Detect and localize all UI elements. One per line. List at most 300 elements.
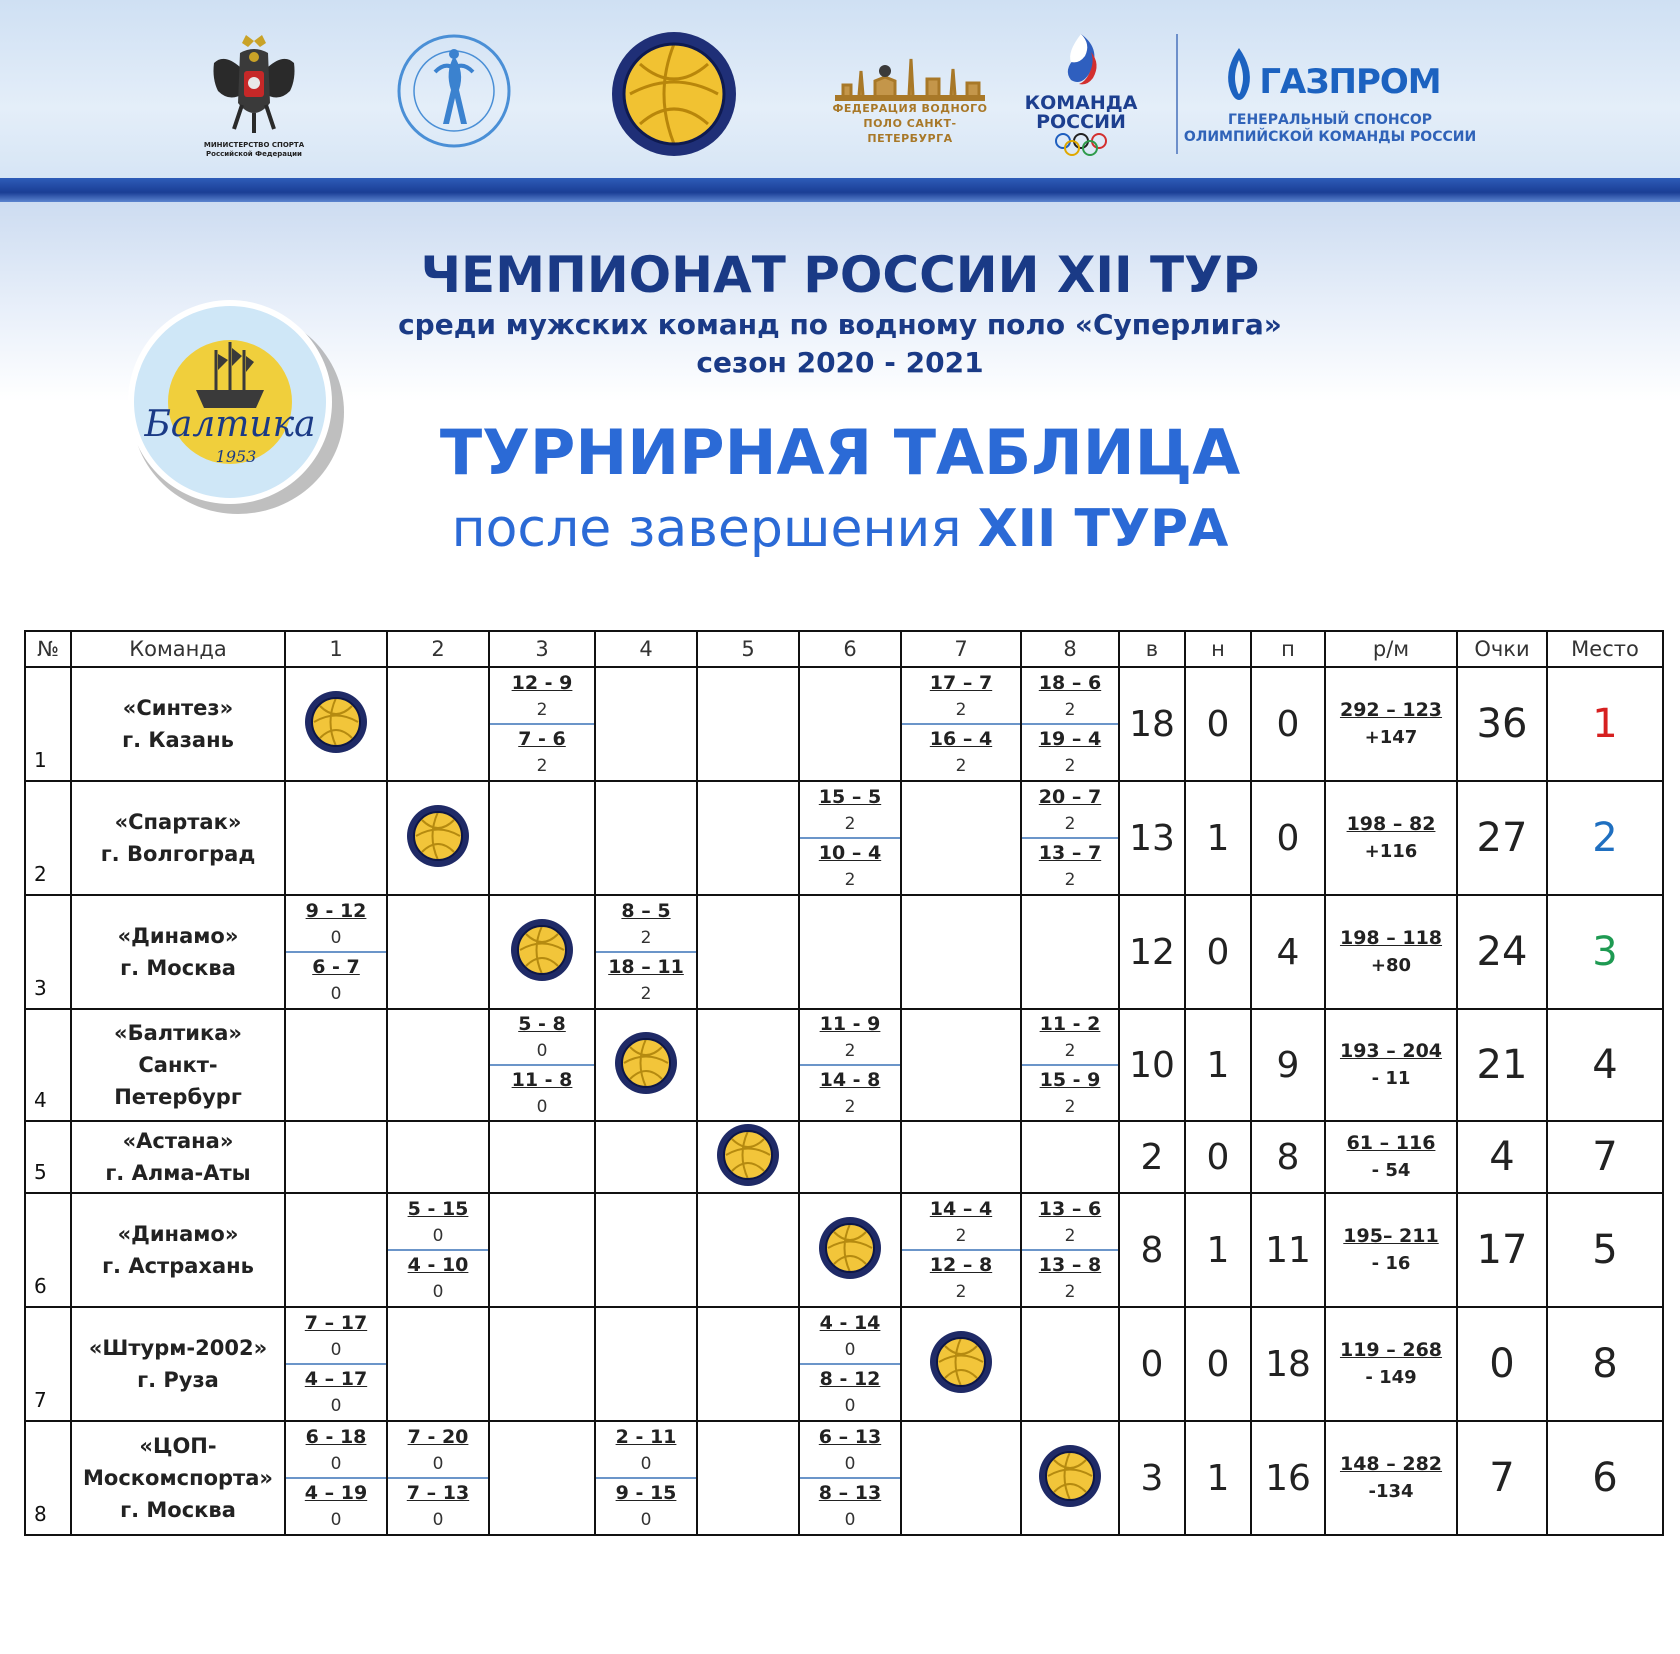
gazprom-flame-icon	[1219, 46, 1259, 102]
match-score: 6 - 7	[312, 956, 360, 978]
match-points: 0	[330, 928, 342, 948]
match-points: 2	[1064, 1041, 1076, 1061]
row-number: 3	[25, 895, 71, 1009]
goal-difference-cell	[1325, 895, 1457, 1009]
match-score: 4 - 10	[407, 1254, 469, 1276]
result-cell	[285, 895, 387, 1009]
water-polo-ball-icon	[1037, 1443, 1103, 1509]
losses-count: 0	[1251, 781, 1325, 895]
result-cell	[489, 1193, 595, 1307]
double-eagle-icon	[204, 33, 304, 137]
goals-scored-conceded: 193 – 204	[1339, 1040, 1443, 1062]
match-results	[596, 1423, 696, 1533]
match-score: 18 – 11	[608, 956, 684, 978]
result-cell	[489, 781, 595, 895]
result-cell	[489, 667, 595, 781]
result-cell	[595, 667, 697, 781]
match-score: 7 - 20	[407, 1426, 469, 1448]
wins-count: 18	[1119, 667, 1185, 781]
row-number: 5	[25, 1121, 71, 1193]
wins-count: 13	[1119, 781, 1185, 895]
match-score: 8 – 5	[621, 900, 671, 922]
points-value: 36	[1457, 667, 1547, 781]
match-results	[800, 1010, 900, 1120]
match-game	[902, 1195, 1020, 1249]
team-russia-line2: РОССИИ	[1036, 111, 1126, 133]
team-name	[72, 692, 284, 756]
header-divider	[1176, 34, 1178, 154]
team-russia-logo	[1018, 26, 1144, 160]
result-cell	[697, 667, 799, 781]
match-score: 10 – 4	[818, 842, 882, 864]
result-cell	[595, 895, 697, 1009]
result-cell	[799, 1421, 901, 1535]
column-header: Команда	[71, 631, 285, 667]
goal-difference-cell	[1325, 1193, 1457, 1307]
match-results	[1022, 669, 1118, 779]
column-header: №	[25, 631, 71, 667]
match-game	[902, 723, 1020, 779]
match-points: 0	[432, 1226, 444, 1246]
match-score: 13 – 8	[1038, 1254, 1102, 1276]
match-game	[902, 669, 1020, 723]
team-name	[72, 1017, 284, 1113]
draws-count: 1	[1185, 781, 1251, 895]
draws-count: 0	[1185, 895, 1251, 1009]
result-cell	[285, 1307, 387, 1421]
column-header: р/м	[1325, 631, 1457, 667]
result-cell	[799, 1009, 901, 1121]
match-points: 2	[640, 984, 652, 1004]
match-points: 2	[1064, 814, 1076, 834]
goal-difference-cell	[1325, 1421, 1457, 1535]
match-results	[388, 1423, 488, 1533]
league-subtitle: среди мужских команд по водному поло «Суперлига»	[398, 308, 1282, 341]
water-polo-ball-icon	[405, 803, 471, 869]
team-name-line: г. Москва	[120, 956, 236, 980]
goal-difference: -134	[1368, 1481, 1414, 1502]
ministry-caption: МИНИСТЕРСТВО СПОРТА Российской Федерации	[203, 141, 305, 158]
match-points: 2	[955, 1282, 967, 1302]
match-points: 0	[536, 1097, 548, 1117]
match-points: 2	[536, 756, 548, 776]
match-points: 0	[330, 1510, 342, 1530]
match-game	[596, 951, 696, 1007]
wins-count: 8	[1119, 1193, 1185, 1307]
draws-count: 0	[1185, 1307, 1251, 1421]
match-score: 8 – 13	[818, 1482, 882, 1504]
draws-count: 1	[1185, 1009, 1251, 1121]
title-block	[360, 246, 1320, 382]
goal-difference-cell	[1325, 1009, 1457, 1121]
result-cell	[595, 1307, 697, 1421]
match-score: 15 - 9	[1039, 1069, 1101, 1091]
team-row	[25, 1121, 1663, 1193]
match-points: 0	[536, 1041, 548, 1061]
team-name	[72, 920, 284, 984]
season-label: сезон 2020 - 2021	[696, 346, 984, 379]
match-game	[800, 1010, 900, 1064]
team-name-line: «ЦОП-	[139, 1434, 217, 1458]
match-game	[388, 1195, 488, 1249]
match-score: 5 - 15	[407, 1198, 469, 1220]
draws-count: 1	[1185, 1421, 1251, 1535]
match-game	[800, 1363, 900, 1419]
city-skyline-icon	[835, 51, 985, 101]
result-cell	[901, 1009, 1021, 1121]
team-row	[25, 667, 1663, 781]
result-cell	[697, 895, 799, 1009]
diagonal-ball-cell	[1021, 1421, 1119, 1535]
draws-count: 1	[1185, 1193, 1251, 1307]
diagonal-ball-cell	[489, 895, 595, 1009]
losses-count: 16	[1251, 1421, 1325, 1535]
team-name	[72, 1332, 284, 1396]
match-score: 13 – 7	[1038, 842, 1102, 864]
match-score: 7 – 13	[406, 1482, 470, 1504]
table-header-row	[25, 631, 1663, 667]
match-score: 4 – 17	[304, 1368, 368, 1390]
result-cell	[285, 781, 387, 895]
table-body	[25, 667, 1663, 1535]
committee-logo	[395, 32, 513, 150]
match-game	[800, 837, 900, 893]
match-game	[490, 1064, 594, 1120]
match-score: 11 - 8	[511, 1069, 573, 1091]
draws-count: 0	[1185, 667, 1251, 781]
column-header: 5	[697, 631, 799, 667]
match-score: 8 - 12	[819, 1368, 881, 1390]
svg-text:Балтика: Балтика	[144, 404, 316, 445]
ministry-logo	[196, 26, 312, 166]
result-cell	[285, 1421, 387, 1535]
goal-difference-cell	[1325, 1121, 1457, 1193]
result-cell	[901, 1193, 1021, 1307]
column-header: Очки	[1457, 631, 1547, 667]
team-row	[25, 1421, 1663, 1535]
match-results	[490, 669, 594, 779]
match-points: 2	[1064, 1097, 1076, 1117]
match-score: 6 – 13	[818, 1426, 882, 1448]
match-score: 11 - 2	[1039, 1013, 1101, 1035]
match-score: 7 – 17	[304, 1312, 368, 1334]
match-points: 2	[1064, 700, 1076, 720]
result-cell	[595, 781, 697, 895]
column-header: 2	[387, 631, 489, 667]
match-score: 16 – 4	[929, 728, 993, 750]
match-results	[800, 1309, 900, 1419]
match-score: 14 – 4	[929, 1198, 993, 1220]
match-results	[596, 897, 696, 1007]
match-points: 2	[1064, 756, 1076, 776]
match-points: 0	[330, 1396, 342, 1416]
result-cell	[697, 1421, 799, 1535]
team-name-line: г. Казань	[122, 728, 234, 752]
match-score: 5 - 8	[518, 1013, 566, 1035]
team-russia-line1: КОМАНДА	[1024, 92, 1138, 114]
header-stripe	[0, 178, 1680, 202]
water-polo-ball-icon	[509, 917, 575, 983]
match-game	[1022, 1249, 1118, 1305]
place-value: 1	[1547, 667, 1663, 781]
match-game	[800, 1423, 900, 1477]
place-value: 8	[1547, 1307, 1663, 1421]
match-points: 0	[330, 1340, 342, 1360]
column-header: 7	[901, 631, 1021, 667]
team-name-line: Москомспорта»	[83, 1466, 273, 1490]
result-cell	[901, 1121, 1021, 1193]
result-cell	[1021, 1193, 1119, 1307]
result-cell	[697, 1193, 799, 1307]
goal-difference: - 11	[1371, 1068, 1411, 1089]
points-value: 0	[1457, 1307, 1547, 1421]
team-name-line: г. Алма-Аты	[105, 1161, 251, 1185]
match-results	[1022, 1010, 1118, 1120]
losses-count: 0	[1251, 667, 1325, 781]
match-score: 4 – 19	[304, 1482, 368, 1504]
result-cell	[595, 1193, 697, 1307]
match-points: 0	[330, 1454, 342, 1474]
match-game	[800, 1309, 900, 1363]
match-results	[902, 1195, 1020, 1305]
match-game	[286, 1309, 386, 1363]
match-score: 17 – 7	[929, 672, 993, 694]
match-results	[286, 897, 386, 1007]
goal-difference: +147	[1364, 727, 1418, 748]
team-name-line: «Штурм-2002»	[88, 1336, 268, 1360]
match-game	[286, 1477, 386, 1533]
diagonal-ball-cell	[387, 781, 489, 895]
goal-difference: +116	[1364, 841, 1418, 862]
result-cell	[799, 667, 901, 781]
match-results	[286, 1423, 386, 1533]
match-points: 2	[844, 814, 856, 834]
result-cell	[901, 781, 1021, 895]
match-points: 2	[1064, 870, 1076, 890]
gazprom-name: ГАЗПРОМ	[1259, 62, 1441, 102]
team-row	[25, 1307, 1663, 1421]
match-game	[1022, 837, 1118, 893]
water-polo-ball-icon	[817, 1215, 883, 1281]
match-results	[388, 1195, 488, 1305]
match-score: 12 – 8	[929, 1254, 993, 1276]
match-game	[596, 1423, 696, 1477]
match-points: 0	[844, 1340, 856, 1360]
diagonal-ball-cell	[697, 1121, 799, 1193]
row-number: 1	[25, 667, 71, 781]
result-cell	[901, 1421, 1021, 1535]
goal-difference-cell	[1325, 667, 1457, 781]
team-name-cell	[71, 781, 285, 895]
goals-scored-conceded: 119 – 268	[1339, 1339, 1443, 1361]
gazprom-caption: ГЕНЕРАЛЬНЫЙ СПОНСОР ОЛИМПИЙСКОЙ КОМАНДЫ РОССИИ	[1183, 112, 1477, 145]
match-points: 2	[640, 928, 652, 948]
losses-count: 11	[1251, 1193, 1325, 1307]
row-number: 8	[25, 1421, 71, 1535]
diagonal-ball-cell	[595, 1009, 697, 1121]
team-name-line: г. Волгоград	[100, 842, 256, 866]
diagonal-ball-cell	[901, 1307, 1021, 1421]
match-points: 2	[955, 1226, 967, 1246]
result-cell	[799, 1307, 901, 1421]
losses-count: 4	[1251, 895, 1325, 1009]
result-cell	[489, 1421, 595, 1535]
place-value: 5	[1547, 1193, 1663, 1307]
match-score: 11 - 9	[819, 1013, 881, 1035]
match-game	[286, 1423, 386, 1477]
water-polo-ball-icon	[715, 1122, 781, 1188]
wins-count: 0	[1119, 1307, 1185, 1421]
result-cell	[387, 1307, 489, 1421]
match-results	[1022, 783, 1118, 893]
match-game	[596, 1477, 696, 1533]
match-game	[1022, 1195, 1118, 1249]
result-cell	[1021, 781, 1119, 895]
match-game	[490, 669, 594, 723]
team-name-line: «Синтез»	[122, 696, 234, 720]
match-score: 9 - 15	[615, 1482, 677, 1504]
column-header: Место	[1547, 631, 1663, 667]
match-points: 0	[640, 1510, 652, 1530]
match-score: 13 – 6	[1038, 1198, 1102, 1220]
match-game	[902, 1249, 1020, 1305]
team-row	[25, 1193, 1663, 1307]
points-value: 21	[1457, 1009, 1547, 1121]
subheading-text: после завершения	[451, 499, 962, 559]
team-row	[25, 781, 1663, 895]
column-header: в	[1119, 631, 1185, 667]
column-header: 3	[489, 631, 595, 667]
goals-scored-conceded: 148 – 282	[1339, 1453, 1443, 1475]
wins-count: 10	[1119, 1009, 1185, 1121]
match-points: 2	[955, 756, 967, 776]
team-name-cell	[71, 667, 285, 781]
table-subheading	[360, 494, 1320, 564]
match-game	[286, 951, 386, 1007]
column-header: п	[1251, 631, 1325, 667]
match-score: 7 - 6	[518, 728, 566, 750]
result-cell	[387, 667, 489, 781]
match-score: 12 - 9	[511, 672, 573, 694]
team-name-line: «Балтика»	[114, 1021, 242, 1045]
team-name-line: г. Руза	[137, 1368, 219, 1392]
row-number: 6	[25, 1193, 71, 1307]
match-points: 2	[536, 700, 548, 720]
match-game	[388, 1477, 488, 1533]
points-value: 17	[1457, 1193, 1547, 1307]
table-heading: ТУРНИРНАЯ ТАБЛИЦА	[439, 416, 1241, 489]
match-game	[388, 1249, 488, 1305]
result-cell	[387, 1009, 489, 1121]
match-score: 18 – 6	[1038, 672, 1102, 694]
result-cell	[489, 1121, 595, 1193]
match-points: 0	[432, 1454, 444, 1474]
result-cell	[1021, 1121, 1119, 1193]
result-cell	[799, 895, 901, 1009]
result-cell	[697, 781, 799, 895]
goal-difference: - 54	[1371, 1160, 1411, 1181]
place-value: 2	[1547, 781, 1663, 895]
team-name	[72, 1430, 284, 1526]
gazprom-logo	[1180, 34, 1480, 158]
diagonal-ball-cell	[799, 1193, 901, 1307]
column-header: н	[1185, 631, 1251, 667]
result-cell	[799, 781, 901, 895]
match-game	[490, 1010, 594, 1064]
team-name-line: Петербург	[114, 1085, 242, 1109]
match-results	[800, 1423, 900, 1533]
svg-text:1953: 1953	[215, 447, 257, 466]
wins-count: 3	[1119, 1421, 1185, 1535]
match-points: 2	[1064, 1226, 1076, 1246]
column-header: 6	[799, 631, 901, 667]
result-cell	[1021, 1307, 1119, 1421]
place-value: 3	[1547, 895, 1663, 1009]
team-row	[25, 1009, 1663, 1121]
result-cell	[595, 1421, 697, 1535]
result-cell	[387, 1193, 489, 1307]
match-points: 2	[955, 700, 967, 720]
match-score: 20 – 7	[1038, 786, 1102, 808]
match-game	[490, 723, 594, 779]
result-cell	[1021, 1009, 1119, 1121]
points-value: 4	[1457, 1121, 1547, 1193]
result-cell	[387, 895, 489, 1009]
team-row	[25, 895, 1663, 1009]
result-cell	[901, 895, 1021, 1009]
team-name-line: «Динамо»	[117, 1222, 239, 1246]
diagonal-ball-cell	[285, 667, 387, 781]
match-score: 2 - 11	[615, 1426, 677, 1448]
wins-count: 2	[1119, 1121, 1185, 1193]
place-value: 7	[1547, 1121, 1663, 1193]
team-name	[72, 1125, 284, 1189]
place-value: 4	[1547, 1009, 1663, 1121]
match-results	[902, 669, 1020, 779]
result-cell	[697, 1307, 799, 1421]
wins-count: 12	[1119, 895, 1185, 1009]
spb-federation-caption: ФЕДЕРАЦИЯ ВОДНОГО ПОЛО САНКТ-ПЕТЕРБУРГА	[832, 101, 988, 145]
match-points: 2	[844, 1097, 856, 1117]
losses-count: 9	[1251, 1009, 1325, 1121]
goals-scored-conceded: 61 – 116	[1346, 1132, 1436, 1154]
goal-difference: - 16	[1371, 1253, 1411, 1274]
match-points: 0	[330, 984, 342, 1004]
baltika-emblem-icon	[116, 290, 356, 522]
goal-difference-cell	[1325, 1307, 1457, 1421]
match-game	[1022, 1064, 1118, 1120]
match-points: 0	[640, 1454, 652, 1474]
team-name-cell	[71, 1121, 285, 1193]
standings-table	[24, 630, 1664, 1536]
olympic-rings-icon	[1051, 132, 1111, 156]
result-cell	[595, 1121, 697, 1193]
match-score: 19 – 4	[1038, 728, 1102, 750]
match-points: 0	[844, 1396, 856, 1416]
match-score: 14 - 8	[819, 1069, 881, 1091]
result-cell	[1021, 895, 1119, 1009]
result-cell	[697, 1009, 799, 1121]
column-header: 4	[595, 631, 697, 667]
points-value: 7	[1457, 1421, 1547, 1535]
match-score: 4 - 14	[819, 1312, 881, 1334]
team-name-line: «Динамо»	[117, 924, 239, 948]
team-name	[72, 1218, 284, 1282]
team-name-cell	[71, 1421, 285, 1535]
team-name-line: «Астана»	[122, 1129, 234, 1153]
match-score: 6 - 18	[305, 1426, 367, 1448]
team-name-line: «Спартак»	[114, 810, 242, 834]
